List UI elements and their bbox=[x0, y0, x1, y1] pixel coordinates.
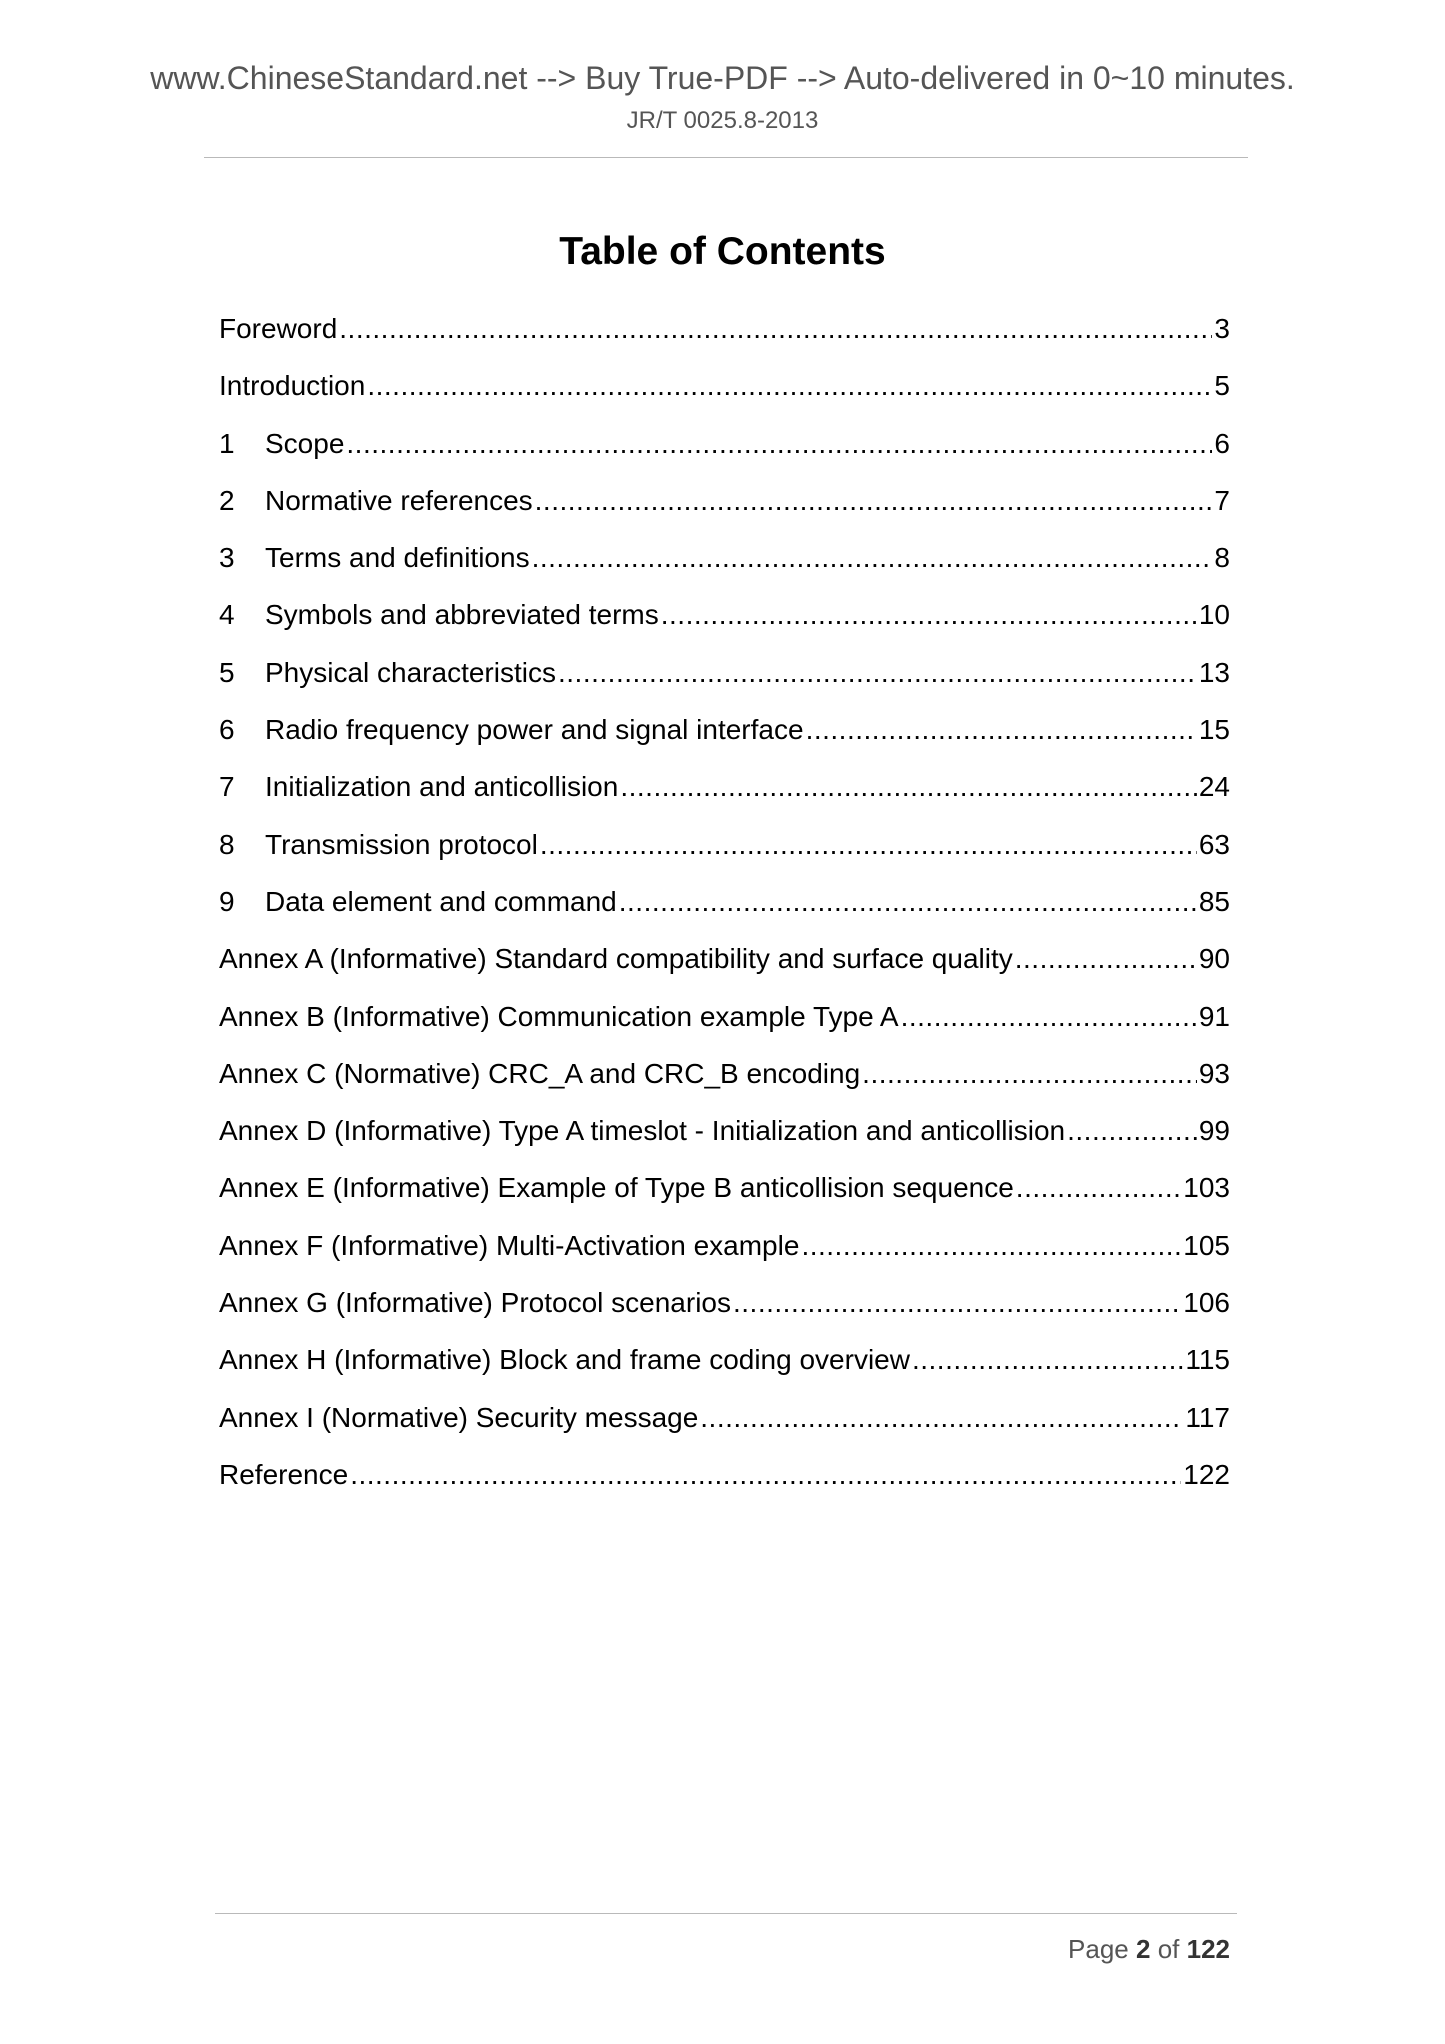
toc-entry-foreword[interactable] bbox=[219, 309, 1230, 366]
dot-leader bbox=[620, 767, 1197, 807]
toc-entry-radio-frequency[interactable] bbox=[219, 710, 1230, 767]
table-of-contents bbox=[219, 309, 1230, 1512]
toc-page-number: 7 bbox=[1214, 484, 1230, 516]
dot-leader bbox=[367, 366, 1212, 406]
toc-number: 9 bbox=[219, 885, 235, 917]
toc-title: Annex A (Informative) Standard compatibility and surface quality bbox=[219, 943, 1013, 975]
toc-entry-transmission-protocol[interactable] bbox=[219, 825, 1230, 882]
toc-page-number: 85 bbox=[1198, 885, 1230, 917]
toc-page-number: 93 bbox=[1198, 1057, 1230, 1089]
toc-page-number: 15 bbox=[1198, 714, 1230, 746]
toc-entry-annex-b[interactable] bbox=[219, 997, 1230, 1054]
toc-number: 3 bbox=[219, 542, 235, 574]
toc-page-number: 24 bbox=[1198, 771, 1230, 803]
toc-page-number: 8 bbox=[1214, 542, 1230, 574]
toc-title: Annex G (Informative) Protocol scenarios bbox=[219, 1287, 731, 1319]
dot-leader bbox=[558, 653, 1197, 693]
toc-number: 8 bbox=[219, 828, 235, 860]
toc-page-number: 6 bbox=[1214, 427, 1230, 459]
of-label: of bbox=[1157, 1934, 1180, 1964]
dot-leader bbox=[862, 1054, 1197, 1094]
toc-entry-annex-e[interactable] bbox=[219, 1168, 1230, 1225]
toc-title: Annex B (Informative) Communication example Type A bbox=[219, 1000, 899, 1032]
toc-page-number: 103 bbox=[1183, 1172, 1230, 1204]
header-divider bbox=[204, 157, 1248, 158]
toc-number: 7 bbox=[219, 771, 235, 803]
toc-entry-terms-and-definitions[interactable] bbox=[219, 538, 1230, 595]
toc-title: Introduction bbox=[219, 370, 366, 402]
dot-leader bbox=[806, 710, 1197, 750]
toc-entry-normative-references[interactable] bbox=[219, 481, 1230, 538]
toc-entry-annex-a[interactable] bbox=[219, 939, 1230, 996]
toc-title: Data element and command bbox=[265, 885, 617, 917]
toc-entry-initialization[interactable] bbox=[219, 767, 1230, 824]
dot-leader bbox=[801, 1226, 1181, 1266]
header-banner: www.ChineseStandard.net --> Buy True-PDF --> Auto-delivered in 0~10 minutes. bbox=[150, 60, 1295, 96]
dot-leader bbox=[661, 595, 1197, 635]
toc-page-number: 3 bbox=[1214, 313, 1230, 344]
toc-number: 1 bbox=[219, 427, 235, 459]
toc-number: 4 bbox=[219, 599, 235, 631]
toc-number: 2 bbox=[219, 484, 235, 516]
dot-leader bbox=[1067, 1111, 1197, 1151]
dot-leader bbox=[912, 1340, 1183, 1380]
toc-entry-annex-i[interactable] bbox=[219, 1398, 1230, 1455]
toc-title: Physical characteristics bbox=[265, 656, 556, 688]
toc-page-number: 90 bbox=[1198, 943, 1230, 975]
document-number: JR/T 0025.8-2013 bbox=[626, 107, 819, 134]
toc-entry-annex-c[interactable] bbox=[219, 1054, 1230, 1111]
page-title: Table of Contents bbox=[559, 230, 886, 274]
dot-leader bbox=[901, 997, 1197, 1037]
toc-page-number: 117 bbox=[1185, 1401, 1230, 1433]
toc-number: 6 bbox=[219, 714, 235, 746]
toc-title: Annex F (Informative) Multi-Activation example bbox=[219, 1229, 800, 1261]
toc-title: Transmission protocol bbox=[265, 828, 538, 860]
toc-page-number: 105 bbox=[1183, 1229, 1230, 1261]
toc-title: Initialization and anticollision bbox=[265, 771, 619, 803]
dot-leader bbox=[532, 538, 1213, 578]
dot-leader bbox=[1015, 939, 1197, 979]
toc-entry-physical-characteristics[interactable] bbox=[219, 653, 1230, 710]
toc-entry-annex-g[interactable] bbox=[219, 1283, 1230, 1340]
toc-page-number: 106 bbox=[1183, 1287, 1230, 1319]
toc-entry-annex-f[interactable] bbox=[219, 1226, 1230, 1283]
dot-leader bbox=[346, 424, 1212, 464]
toc-title: Annex D (Informative) Type A timeslot - Initialization and anticollision bbox=[219, 1115, 1066, 1147]
toc-title: Annex E (Informative) Example of Type B anticollision sequence bbox=[219, 1172, 1014, 1204]
toc-entry-introduction[interactable] bbox=[219, 366, 1230, 423]
toc-title: Annex I (Normative) Security message bbox=[219, 1401, 699, 1433]
toc-page-number: 99 bbox=[1198, 1115, 1230, 1147]
toc-title: Annex H (Informative) Block and frame coding overview bbox=[219, 1344, 910, 1376]
toc-entry-symbols[interactable] bbox=[219, 595, 1230, 652]
toc-page-number: 122 bbox=[1183, 1458, 1230, 1490]
toc-title: Symbols and abbreviated terms bbox=[265, 599, 659, 631]
toc-title: Terms and definitions bbox=[265, 542, 530, 574]
current-page-number: 2 bbox=[1135, 1934, 1151, 1964]
toc-title: Reference bbox=[219, 1458, 349, 1490]
toc-title: Scope bbox=[265, 427, 345, 459]
dot-leader bbox=[339, 309, 1212, 349]
toc-page-number: 5 bbox=[1214, 370, 1230, 402]
toc-entry-annex-d[interactable] bbox=[219, 1111, 1230, 1168]
dot-leader bbox=[733, 1283, 1181, 1323]
total-pages-number: 122 bbox=[1186, 1934, 1230, 1964]
toc-page-number: 91 bbox=[1198, 1000, 1230, 1032]
dot-leader bbox=[700, 1398, 1183, 1438]
toc-page-number: 13 bbox=[1198, 656, 1230, 688]
toc-entry-data-element[interactable] bbox=[219, 882, 1230, 939]
toc-page-number: 63 bbox=[1198, 828, 1230, 860]
footer-divider bbox=[215, 1913, 1237, 1914]
dot-leader bbox=[540, 825, 1197, 865]
dot-leader bbox=[350, 1455, 1181, 1495]
toc-page-number: 10 bbox=[1198, 599, 1230, 631]
toc-title: Normative references bbox=[265, 484, 533, 516]
dot-leader bbox=[535, 481, 1213, 521]
dot-leader bbox=[619, 882, 1197, 922]
toc-page-number: 115 bbox=[1185, 1344, 1230, 1376]
toc-entry-annex-h[interactable] bbox=[219, 1340, 1230, 1397]
toc-entry-scope[interactable] bbox=[219, 424, 1230, 481]
dot-leader bbox=[1016, 1168, 1181, 1208]
toc-title: Radio frequency power and signal interface bbox=[265, 714, 804, 746]
toc-title: Foreword bbox=[219, 313, 338, 344]
page-label: Page bbox=[1068, 1934, 1129, 1964]
toc-number: 5 bbox=[219, 656, 235, 688]
toc-title: Annex C (Normative) CRC_A and CRC_B encoding bbox=[219, 1057, 861, 1089]
page-footer bbox=[1068, 1932, 1230, 1966]
toc-entry-reference[interactable] bbox=[219, 1455, 1230, 1512]
